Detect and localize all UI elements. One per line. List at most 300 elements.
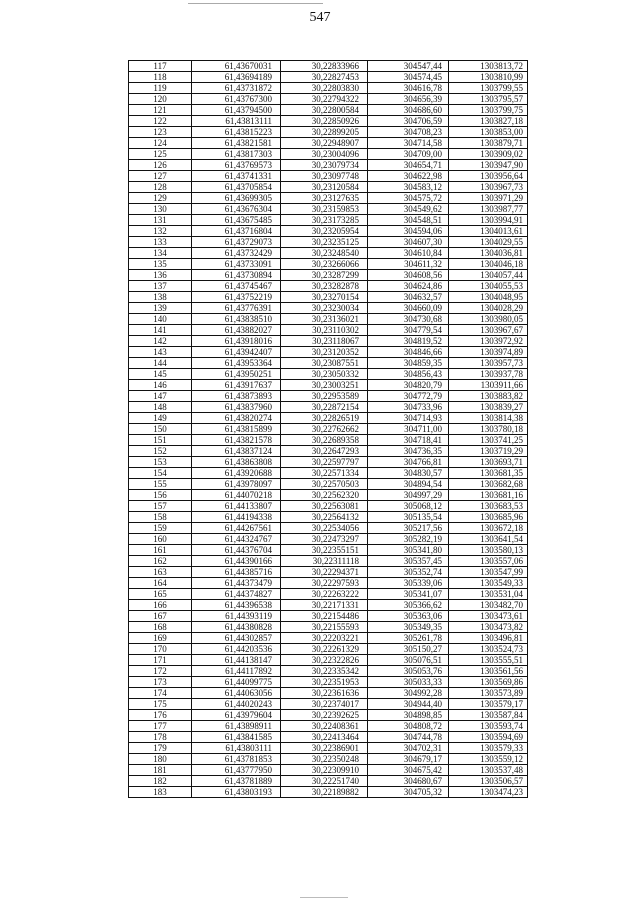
table-row [129, 215, 528, 226]
latitude-cell: 61,44203536 [192, 644, 281, 655]
table-row [129, 512, 528, 523]
x-coordinate-cell: 304611,32 [368, 259, 449, 270]
longitude-cell: 30,22294371 [281, 567, 368, 578]
table-row [129, 457, 528, 468]
longitude-cell: 30,22562320 [281, 490, 368, 501]
x-coordinate-cell: 304718,41 [368, 435, 449, 446]
y-coordinate-cell: 1303909,02 [449, 149, 528, 160]
y-coordinate-cell: 1303573,89 [449, 688, 528, 699]
latitude-cell: 61,43670031 [192, 61, 281, 72]
latitude-cell: 61,44396538 [192, 600, 281, 611]
latitude-cell: 61,43794500 [192, 105, 281, 116]
point-number-cell: 146 [129, 380, 192, 391]
table-row [129, 292, 528, 303]
longitude-cell: 30,22386901 [281, 743, 368, 754]
table-row [129, 644, 528, 655]
y-coordinate-cell: 1304057,44 [449, 270, 528, 281]
x-coordinate-cell: 304779,54 [368, 325, 449, 336]
point-number-cell: 150 [129, 424, 192, 435]
longitude-cell: 30,22297593 [281, 578, 368, 589]
longitude-cell: 30,23159853 [281, 204, 368, 215]
longitude-cell: 30,22154486 [281, 611, 368, 622]
longitude-cell: 30,22351953 [281, 677, 368, 688]
point-number-cell: 174 [129, 688, 192, 699]
longitude-cell: 30,22311118 [281, 556, 368, 567]
point-number-cell: 137 [129, 281, 192, 292]
table-row [129, 545, 528, 556]
longitude-cell: 30,22803830 [281, 83, 368, 94]
point-number-cell: 162 [129, 556, 192, 567]
x-coordinate-cell: 304624,86 [368, 281, 449, 292]
table-row [129, 600, 528, 611]
longitude-cell: 30,23110302 [281, 325, 368, 336]
table-row [129, 501, 528, 512]
coordinates-table-container [128, 60, 523, 798]
y-coordinate-cell: 1303593,74 [449, 721, 528, 732]
point-number-cell: 154 [129, 468, 192, 479]
y-coordinate-cell: 1303559,12 [449, 754, 528, 765]
longitude-cell: 30,23127635 [281, 193, 368, 204]
longitude-cell: 30,22534056 [281, 523, 368, 534]
y-coordinate-cell: 1303473,82 [449, 622, 528, 633]
longitude-cell: 30,23235125 [281, 237, 368, 248]
longitude-cell: 30,22570503 [281, 479, 368, 490]
x-coordinate-cell: 304772,79 [368, 391, 449, 402]
point-number-cell: 175 [129, 699, 192, 710]
longitude-cell: 30,23287299 [281, 270, 368, 281]
x-coordinate-cell: 305053,76 [368, 666, 449, 677]
latitude-cell: 61,43803193 [192, 787, 281, 798]
y-coordinate-cell: 1303780,18 [449, 424, 528, 435]
latitude-cell: 61,43776391 [192, 303, 281, 314]
y-coordinate-cell: 1304048,95 [449, 292, 528, 303]
table-row [129, 182, 528, 193]
y-coordinate-cell: 1303579,33 [449, 743, 528, 754]
latitude-cell: 61,44302857 [192, 633, 281, 644]
table-row [129, 611, 528, 622]
y-coordinate-cell: 1303672,18 [449, 523, 528, 534]
longitude-cell: 30,23120584 [281, 182, 368, 193]
y-coordinate-cell: 1304036,81 [449, 248, 528, 259]
x-coordinate-cell: 304730,68 [368, 314, 449, 325]
latitude-cell: 61,43873893 [192, 391, 281, 402]
latitude-cell: 61,44063056 [192, 688, 281, 699]
longitude-cell: 30,23120352 [281, 347, 368, 358]
table-row [129, 325, 528, 336]
latitude-cell: 61,43716804 [192, 226, 281, 237]
longitude-cell: 30,22335342 [281, 666, 368, 677]
point-number-cell: 136 [129, 270, 192, 281]
latitude-cell: 61,43769573 [192, 160, 281, 171]
x-coordinate-cell: 304702,31 [368, 743, 449, 754]
longitude-cell: 30,22171331 [281, 600, 368, 611]
point-number-cell: 125 [129, 149, 192, 160]
latitude-cell: 61,44267561 [192, 523, 281, 534]
x-coordinate-cell: 304574,45 [368, 72, 449, 83]
point-number-cell: 164 [129, 578, 192, 589]
longitude-cell: 30,22827453 [281, 72, 368, 83]
y-coordinate-cell: 1303980,05 [449, 314, 528, 325]
y-coordinate-cell: 1303555,51 [449, 655, 528, 666]
y-coordinate-cell: 1303569,86 [449, 677, 528, 688]
latitude-cell: 61,43694189 [192, 72, 281, 83]
latitude-cell: 61,44324767 [192, 534, 281, 545]
x-coordinate-cell: 305217,56 [368, 523, 449, 534]
point-number-cell: 142 [129, 336, 192, 347]
latitude-cell: 61,44390166 [192, 556, 281, 567]
point-number-cell: 132 [129, 226, 192, 237]
x-coordinate-cell: 304992,28 [368, 688, 449, 699]
x-coordinate-cell: 304607,30 [368, 237, 449, 248]
table-row [129, 204, 528, 215]
y-coordinate-cell: 1303972,92 [449, 336, 528, 347]
x-coordinate-cell: 304656,39 [368, 94, 449, 105]
y-coordinate-cell: 1303879,71 [449, 138, 528, 149]
y-coordinate-cell: 1303947,90 [449, 160, 528, 171]
y-coordinate-cell: 1303971,29 [449, 193, 528, 204]
x-coordinate-cell: 304686,60 [368, 105, 449, 116]
point-number-cell: 121 [129, 105, 192, 116]
x-coordinate-cell: 304709,00 [368, 149, 449, 160]
table-row [129, 534, 528, 545]
y-coordinate-cell: 1303473,61 [449, 611, 528, 622]
latitude-cell: 61,43815899 [192, 424, 281, 435]
table-row [129, 589, 528, 600]
y-coordinate-cell: 1303594,69 [449, 732, 528, 743]
latitude-cell: 61,44393119 [192, 611, 281, 622]
point-number-cell: 140 [129, 314, 192, 325]
table-row [129, 490, 528, 501]
latitude-cell: 61,43820274 [192, 413, 281, 424]
latitude-cell: 61,43745467 [192, 281, 281, 292]
x-coordinate-cell: 304859,35 [368, 358, 449, 369]
longitude-cell: 30,22899205 [281, 127, 368, 138]
table-row [129, 688, 528, 699]
point-number-cell: 123 [129, 127, 192, 138]
latitude-cell: 61,44373479 [192, 578, 281, 589]
latitude-cell: 61,43731872 [192, 83, 281, 94]
point-number-cell: 178 [129, 732, 192, 743]
x-coordinate-cell: 304846,66 [368, 347, 449, 358]
point-number-cell: 168 [129, 622, 192, 633]
table-row [129, 677, 528, 688]
table-row [129, 710, 528, 721]
table-row [129, 435, 528, 446]
longitude-cell: 30,22374017 [281, 699, 368, 710]
table-row [129, 270, 528, 281]
latitude-cell: 61,43741331 [192, 171, 281, 182]
latitude-cell: 61,43821581 [192, 138, 281, 149]
x-coordinate-cell: 304736,35 [368, 446, 449, 457]
table-row [129, 72, 528, 83]
longitude-cell: 30,22261329 [281, 644, 368, 655]
x-coordinate-cell: 304711,00 [368, 424, 449, 435]
table-row [129, 567, 528, 578]
y-coordinate-cell: 1303883,82 [449, 391, 528, 402]
point-number-cell: 172 [129, 666, 192, 677]
latitude-cell: 61,43675485 [192, 215, 281, 226]
table-row [129, 248, 528, 259]
latitude-cell: 61,43813111 [192, 116, 281, 127]
longitude-cell: 30,22564132 [281, 512, 368, 523]
x-coordinate-cell: 304708,23 [368, 127, 449, 138]
y-coordinate-cell: 1303685,96 [449, 512, 528, 523]
point-number-cell: 152 [129, 446, 192, 457]
table-row [129, 666, 528, 677]
y-coordinate-cell: 1304046,18 [449, 259, 528, 270]
x-coordinate-cell: 305339,06 [368, 578, 449, 589]
latitude-cell: 61,43978097 [192, 479, 281, 490]
x-coordinate-cell: 304575,72 [368, 193, 449, 204]
longitude-cell: 30,22263222 [281, 589, 368, 600]
y-coordinate-cell: 1303547,99 [449, 567, 528, 578]
table-row [129, 424, 528, 435]
point-number-cell: 127 [129, 171, 192, 182]
table-row [129, 303, 528, 314]
x-coordinate-cell: 304706,59 [368, 116, 449, 127]
latitude-cell: 61,44380828 [192, 622, 281, 633]
latitude-cell: 61,43882027 [192, 325, 281, 336]
longitude-cell: 30,22826519 [281, 413, 368, 424]
x-coordinate-cell: 304944,40 [368, 699, 449, 710]
table-row [129, 314, 528, 325]
point-number-cell: 130 [129, 204, 192, 215]
table-row [129, 281, 528, 292]
table-row [129, 633, 528, 644]
x-coordinate-cell: 304610,84 [368, 248, 449, 259]
y-coordinate-cell: 1303741,25 [449, 435, 528, 446]
longitude-cell: 30,22563081 [281, 501, 368, 512]
longitude-cell: 30,22850926 [281, 116, 368, 127]
point-number-cell: 126 [129, 160, 192, 171]
latitude-cell: 61,44374827 [192, 589, 281, 600]
longitude-cell: 30,22355151 [281, 545, 368, 556]
y-coordinate-cell: 1303937,78 [449, 369, 528, 380]
y-coordinate-cell: 1303911,66 [449, 380, 528, 391]
longitude-cell: 30,22794322 [281, 94, 368, 105]
x-coordinate-cell: 304675,42 [368, 765, 449, 776]
x-coordinate-cell: 304549,62 [368, 204, 449, 215]
x-coordinate-cell: 305135,54 [368, 512, 449, 523]
y-coordinate-cell: 1303681,16 [449, 490, 528, 501]
longitude-cell: 30,23087551 [281, 358, 368, 369]
point-number-cell: 133 [129, 237, 192, 248]
point-number-cell: 118 [129, 72, 192, 83]
point-number-cell: 170 [129, 644, 192, 655]
bottom-divider [300, 897, 348, 898]
longitude-cell: 30,22361636 [281, 688, 368, 699]
y-coordinate-cell: 1303482,70 [449, 600, 528, 611]
table-row [129, 468, 528, 479]
y-coordinate-cell: 1303799,75 [449, 105, 528, 116]
table-row [129, 336, 528, 347]
table-row [129, 732, 528, 743]
x-coordinate-cell: 305341,80 [368, 545, 449, 556]
y-coordinate-cell: 1303956,64 [449, 171, 528, 182]
x-coordinate-cell: 304714,93 [368, 413, 449, 424]
latitude-cell: 61,43777950 [192, 765, 281, 776]
latitude-cell: 61,43676304 [192, 204, 281, 215]
point-number-cell: 149 [129, 413, 192, 424]
table-row [129, 138, 528, 149]
latitude-cell: 61,43705854 [192, 182, 281, 193]
point-number-cell: 128 [129, 182, 192, 193]
x-coordinate-cell: 304608,56 [368, 270, 449, 281]
y-coordinate-cell: 1303853,00 [449, 127, 528, 138]
longitude-cell: 30,22203221 [281, 633, 368, 644]
table-row [129, 94, 528, 105]
point-number-cell: 151 [129, 435, 192, 446]
x-coordinate-cell: 305150,27 [368, 644, 449, 655]
point-number-cell: 180 [129, 754, 192, 765]
x-coordinate-cell: 304898,85 [368, 710, 449, 721]
table-row [129, 776, 528, 787]
latitude-cell: 61,43803111 [192, 743, 281, 754]
latitude-cell: 61,44117892 [192, 666, 281, 677]
latitude-cell: 61,43942407 [192, 347, 281, 358]
point-number-cell: 117 [129, 61, 192, 72]
longitude-cell: 30,22953589 [281, 391, 368, 402]
table-row [129, 446, 528, 457]
table-row [129, 61, 528, 72]
y-coordinate-cell: 1303580,13 [449, 545, 528, 556]
longitude-cell: 30,23266066 [281, 259, 368, 270]
longitude-cell: 30,23136021 [281, 314, 368, 325]
point-number-cell: 157 [129, 501, 192, 512]
point-number-cell: 144 [129, 358, 192, 369]
latitude-cell: 61,43729073 [192, 237, 281, 248]
table-row [129, 578, 528, 589]
table-row [129, 149, 528, 160]
table-row [129, 347, 528, 358]
longitude-cell: 30,22309910 [281, 765, 368, 776]
x-coordinate-cell: 304766,81 [368, 457, 449, 468]
table-row [129, 721, 528, 732]
latitude-cell: 61,43781889 [192, 776, 281, 787]
latitude-cell: 61,43837124 [192, 446, 281, 457]
table-row [129, 160, 528, 171]
table-row [129, 116, 528, 127]
table-row [129, 699, 528, 710]
y-coordinate-cell: 1303531,04 [449, 589, 528, 600]
table-row [129, 171, 528, 182]
latitude-cell: 61,43821578 [192, 435, 281, 446]
longitude-cell: 30,23282878 [281, 281, 368, 292]
point-number-cell: 119 [129, 83, 192, 94]
point-number-cell: 139 [129, 303, 192, 314]
longitude-cell: 30,22647293 [281, 446, 368, 457]
longitude-cell: 30,23270154 [281, 292, 368, 303]
point-number-cell: 176 [129, 710, 192, 721]
x-coordinate-cell: 304856,43 [368, 369, 449, 380]
point-number-cell: 158 [129, 512, 192, 523]
y-coordinate-cell: 1303810,99 [449, 72, 528, 83]
latitude-cell: 61,44133807 [192, 501, 281, 512]
x-coordinate-cell: 304632,57 [368, 292, 449, 303]
y-coordinate-cell: 1303839,27 [449, 402, 528, 413]
y-coordinate-cell: 1303549,33 [449, 578, 528, 589]
latitude-cell: 61,43752219 [192, 292, 281, 303]
latitude-cell: 61,44020243 [192, 699, 281, 710]
latitude-cell: 61,43732429 [192, 248, 281, 259]
point-number-cell: 163 [129, 567, 192, 578]
latitude-cell: 61,43863808 [192, 457, 281, 468]
x-coordinate-cell: 304622,98 [368, 171, 449, 182]
y-coordinate-cell: 1303719,29 [449, 446, 528, 457]
table-row [129, 369, 528, 380]
table-row [129, 413, 528, 424]
longitude-cell: 30,23248540 [281, 248, 368, 259]
point-number-cell: 138 [129, 292, 192, 303]
coordinates-table [128, 60, 528, 798]
table-row [129, 655, 528, 666]
x-coordinate-cell: 305261,78 [368, 633, 449, 644]
latitude-cell: 61,43898911 [192, 721, 281, 732]
y-coordinate-cell: 1304013,61 [449, 226, 528, 237]
point-number-cell: 141 [129, 325, 192, 336]
table-row [129, 391, 528, 402]
table-row [129, 237, 528, 248]
point-number-cell: 120 [129, 94, 192, 105]
x-coordinate-cell: 305352,74 [368, 567, 449, 578]
x-coordinate-cell: 304733,96 [368, 402, 449, 413]
latitude-cell: 61,44194338 [192, 512, 281, 523]
y-coordinate-cell: 1303967,67 [449, 325, 528, 336]
longitude-cell: 30,22322826 [281, 655, 368, 666]
table-row [129, 259, 528, 270]
y-coordinate-cell: 1303474,23 [449, 787, 528, 798]
point-number-cell: 148 [129, 402, 192, 413]
longitude-cell: 30,23004096 [281, 149, 368, 160]
longitude-cell: 30,23205954 [281, 226, 368, 237]
table-row [129, 743, 528, 754]
table-row [129, 787, 528, 798]
point-number-cell: 147 [129, 391, 192, 402]
y-coordinate-cell: 1303967,73 [449, 182, 528, 193]
point-number-cell: 166 [129, 600, 192, 611]
longitude-cell: 30,22597797 [281, 457, 368, 468]
longitude-cell: 30,23097748 [281, 171, 368, 182]
latitude-cell: 61,44376704 [192, 545, 281, 556]
y-coordinate-cell: 1303557,06 [449, 556, 528, 567]
point-number-cell: 183 [129, 787, 192, 798]
point-number-cell: 135 [129, 259, 192, 270]
y-coordinate-cell: 1303681,35 [449, 468, 528, 479]
latitude-cell: 61,43781853 [192, 754, 281, 765]
longitude-cell: 30,23230034 [281, 303, 368, 314]
longitude-cell: 30,23118067 [281, 336, 368, 347]
latitude-cell: 61,43838510 [192, 314, 281, 325]
point-number-cell: 143 [129, 347, 192, 358]
point-number-cell: 129 [129, 193, 192, 204]
table-row [129, 83, 528, 94]
longitude-cell: 30,22689358 [281, 435, 368, 446]
y-coordinate-cell: 1303524,73 [449, 644, 528, 655]
longitude-cell: 30,23173285 [281, 215, 368, 226]
top-divider [188, 3, 323, 4]
x-coordinate-cell: 304680,67 [368, 776, 449, 787]
point-number-cell: 156 [129, 490, 192, 501]
latitude-cell: 61,44099775 [192, 677, 281, 688]
longitude-cell: 30,22948907 [281, 138, 368, 149]
longitude-cell: 30,22392625 [281, 710, 368, 721]
x-coordinate-cell: 304583,12 [368, 182, 449, 193]
x-coordinate-cell: 304547,44 [368, 61, 449, 72]
y-coordinate-cell: 1303814,38 [449, 413, 528, 424]
latitude-cell: 61,43917637 [192, 380, 281, 391]
table-row [129, 523, 528, 534]
y-coordinate-cell: 1303683,53 [449, 501, 528, 512]
